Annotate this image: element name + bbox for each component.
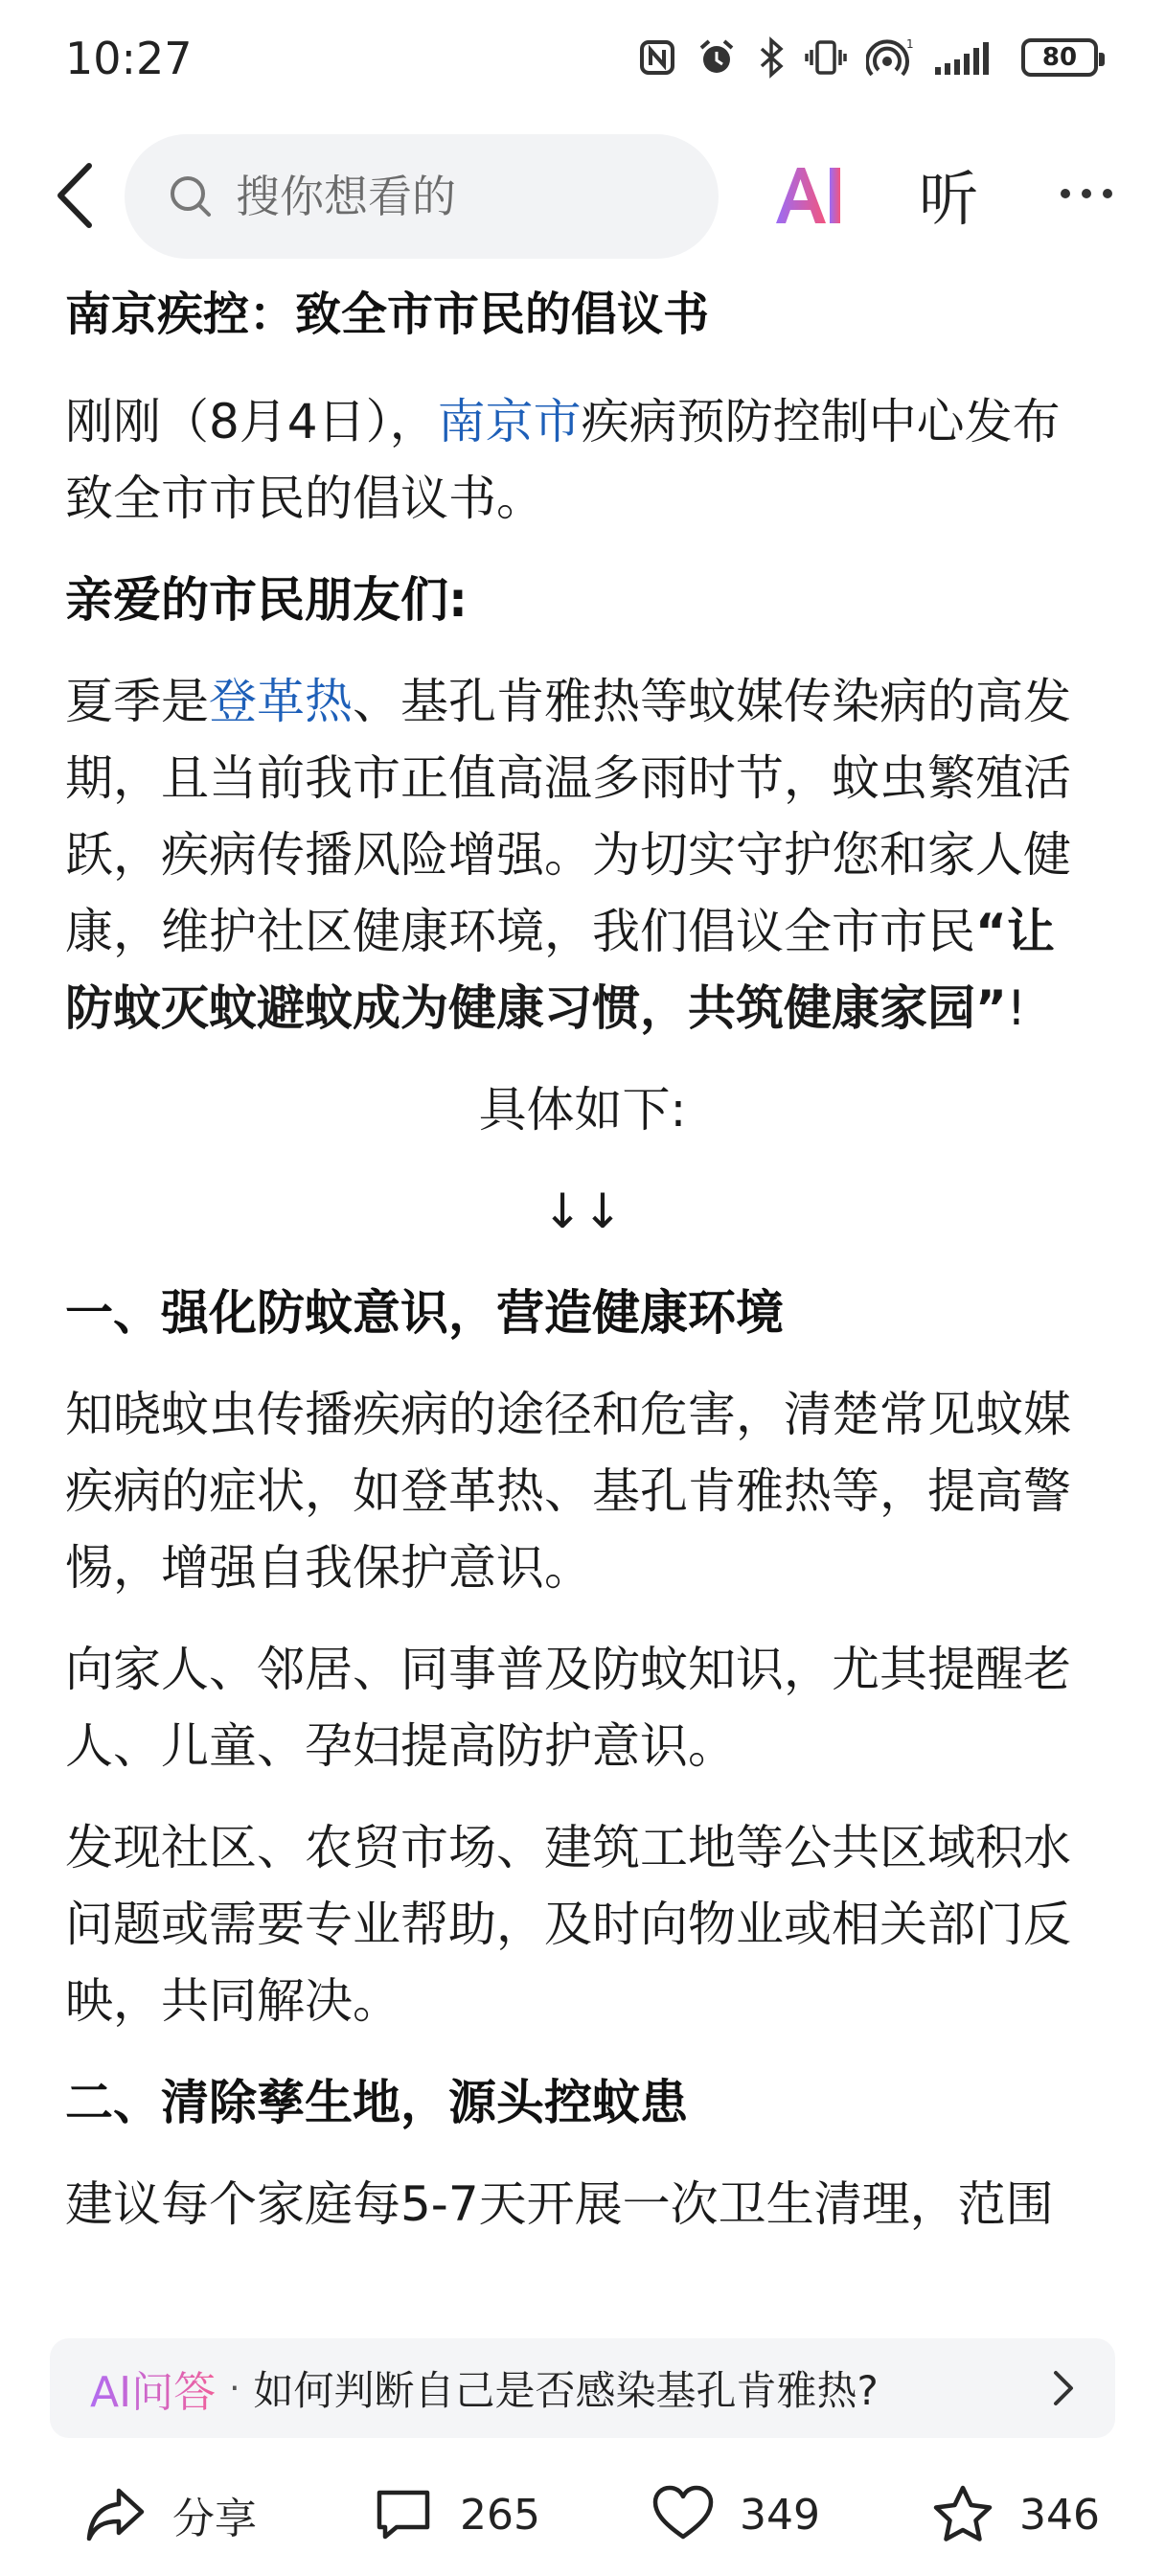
comment-count: 265 (460, 2490, 540, 2540)
status-icons (638, 34, 1098, 80)
svg-text:1: 1 (906, 37, 914, 51)
share-icon (84, 2483, 148, 2546)
details-heading: 具体如下: (478, 1082, 687, 1138)
search-icon (167, 172, 215, 220)
signal-icon (933, 38, 1002, 77)
chevron-right-icon (1040, 2365, 1086, 2411)
back-button[interactable] (44, 157, 107, 234)
separator-dot: · (229, 2368, 240, 2408)
article-headline: 南京疾控：致全市市民的倡议书 (65, 288, 710, 341)
section-1-paragraph-1: 知晓蚊虫传播疾病的途径和危害，清楚常见蚊媒疾病的症状，如登革热、基孔肯雅热等，提高警惕，增强自我保护意识。 (65, 1387, 1071, 1596)
down-arrows: ↓↓ (542, 1184, 623, 1239)
ai-qa-tag: AI问答 (90, 2358, 216, 2419)
star-icon (931, 2483, 994, 2546)
bottom-action-bar (0, 2453, 1165, 2576)
bluetooth-icon (757, 36, 786, 79)
share-button[interactable] (84, 2480, 257, 2549)
ai-button[interactable] (770, 157, 847, 234)
back-arrow-icon (55, 162, 97, 229)
link-dengue[interactable]: 登革热 (209, 674, 353, 729)
section-1-paragraph-2: 向家人、邻居、同事普及防蚊知识，尤其提醒老人、儿童、孕妇提高防护意识。 (65, 1642, 1071, 1774)
like-count: 349 (740, 2490, 820, 2540)
comment-icon (372, 2483, 435, 2546)
section-1-paragraph-3: 发现社区、农贸市场、建筑工地等公共区域积水问题或需要专业帮助，及时向物业或相关部门反映，共同解决。 (65, 1820, 1071, 2029)
slogan: “让防蚊灭蚊避蚊成为健康习惯，共筑健康家园” (65, 904, 1055, 1036)
more-options-icon[interactable] (1048, 155, 1125, 232)
status-time: 10:27 (65, 33, 193, 84)
heart-icon (651, 2483, 715, 2546)
ai-question-text: 如何判断自己是否感染基孔肯雅热? (253, 2367, 879, 2414)
top-nav (0, 126, 1165, 264)
link-nanjing[interactable]: 南京市 (437, 394, 582, 449)
search-input[interactable] (236, 171, 638, 222)
article-body (65, 280, 1100, 2267)
favorite-button[interactable] (931, 2480, 1100, 2549)
vibrate-icon (805, 36, 847, 79)
hotspot-icon (866, 36, 914, 79)
section-1-title: 一、强化防蚊意识，营造健康环境 (65, 1285, 784, 1341)
comment-button[interactable] (372, 2480, 540, 2549)
ai-icon (772, 164, 845, 227)
ai-question-bar[interactable] (50, 2338, 1115, 2438)
nfc-icon (638, 38, 676, 77)
intro-paragraph: 刚刚（8月4日），南京市疾病预防控制中心发布致全市市民的倡议书。 (65, 394, 1061, 526)
battery-icon: 80 (1021, 38, 1098, 77)
greeting: 亲爱的市民朋友们: (65, 572, 468, 628)
alarm-icon (696, 36, 738, 79)
section-2-paragraph-1: 建议每个家庭每5-7天开展一次卫生清理，范围 (65, 2176, 1054, 2232)
favorite-count: 346 (1019, 2490, 1100, 2540)
search-box[interactable] (125, 134, 719, 259)
like-button[interactable] (651, 2480, 820, 2549)
paragraph-1: 夏季是登革热、基孔肯雅热等蚊媒传染病的高发期，且当前我市正值高温多雨时节，蚊虫繁殖活跃，疾病传播风险增强。为切实守护您和家人健康，维护社区健康环境，我们倡议全市市民“让防蚊灭蚊避蚊成为健康习惯，共筑健康家园”! (65, 674, 1071, 1036)
status-bar (0, 0, 1165, 119)
listen-button[interactable]: 听 (918, 163, 978, 234)
section-2-title: 二、清除孳生地，源头控蚊患 (65, 2075, 688, 2130)
share-label: 分享 (172, 2495, 257, 2543)
